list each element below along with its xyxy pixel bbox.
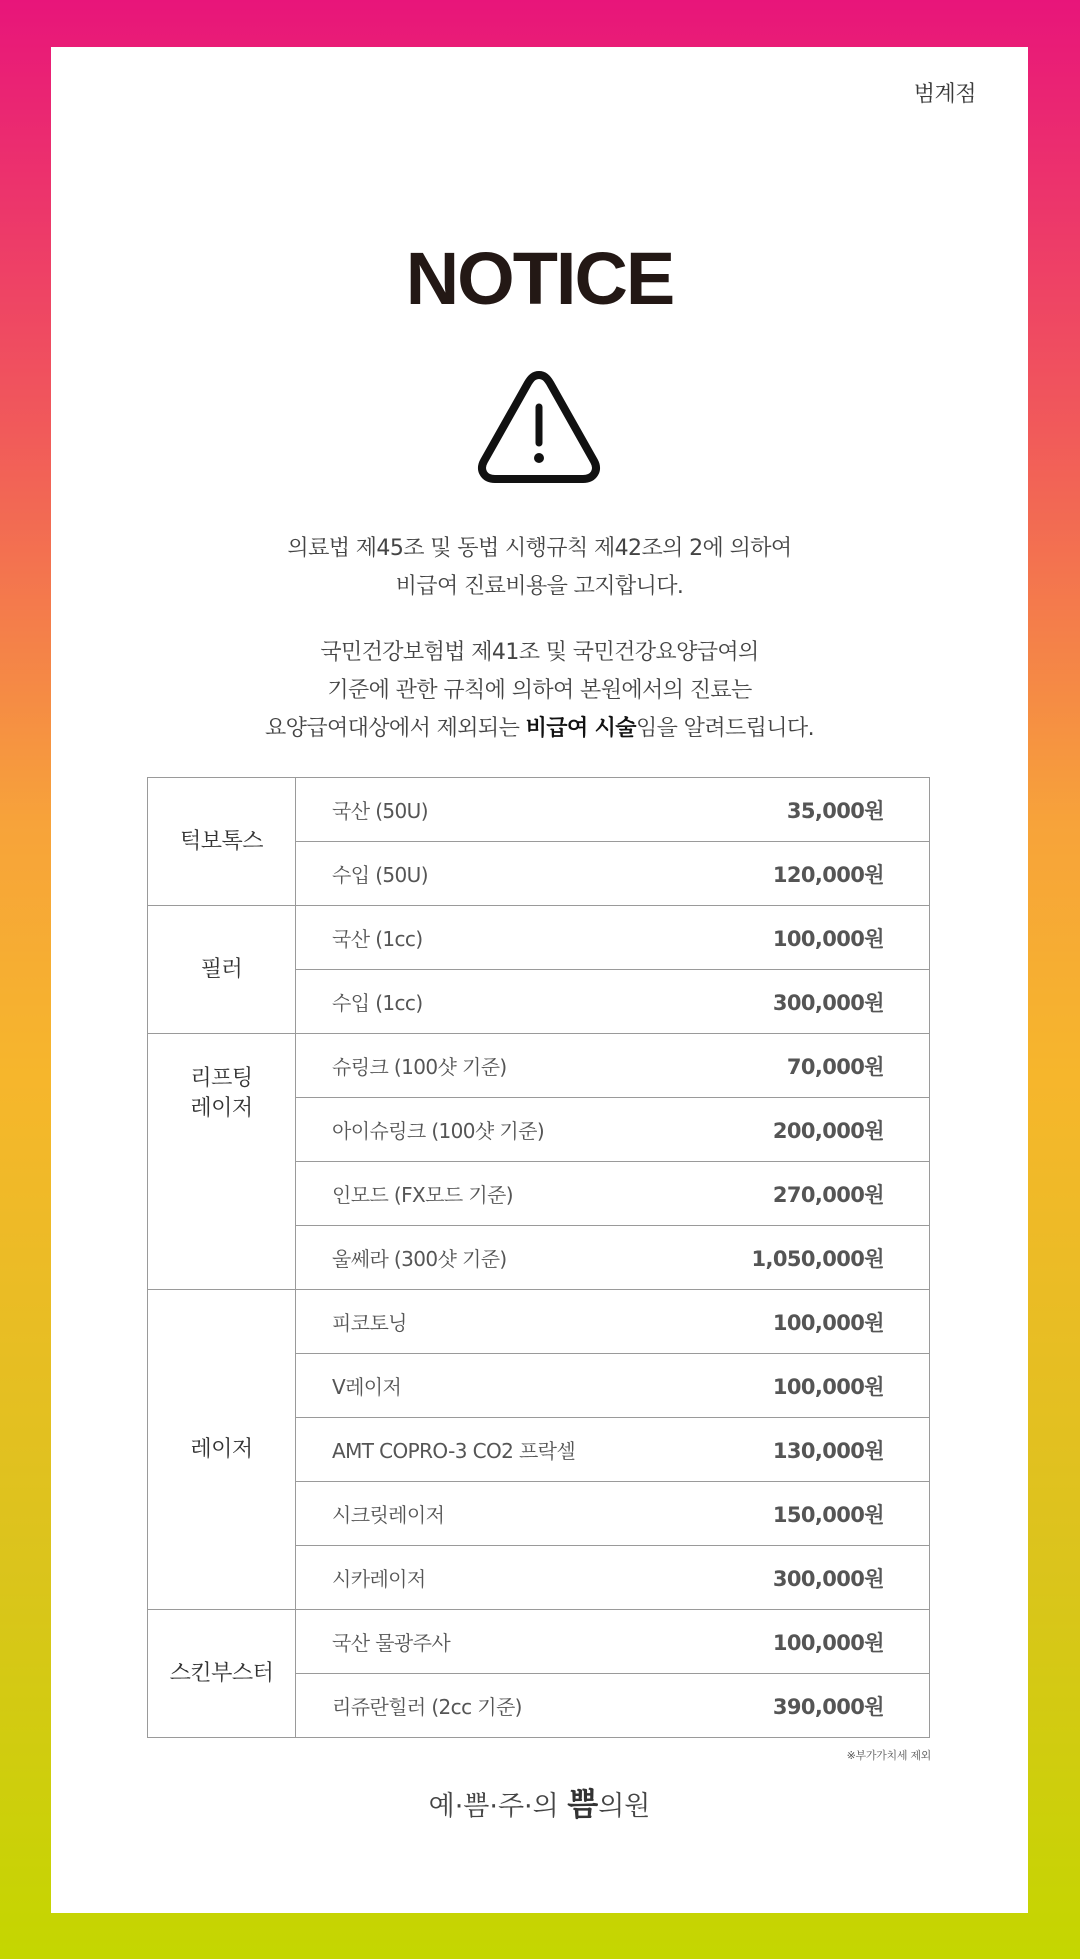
category-cell (148, 1034, 296, 1290)
intro-text-post: 임을 알려드립니다. (635, 716, 814, 741)
category-cell: 턱보톡스 (148, 778, 296, 906)
table-row (148, 1034, 930, 1098)
table-row (148, 778, 930, 842)
page-title: NOTICE (405, 237, 674, 320)
item-price: 100,000원 (772, 1374, 884, 1399)
item-name: 리쥬란힐러 (2cc 기준) (332, 1695, 522, 1719)
item-name: 울쎄라 (300샷 기준) (332, 1247, 507, 1271)
item-name: 국산 물광주사 (332, 1631, 451, 1655)
category-label-line: 레이저 (190, 1096, 253, 1121)
vat-note: ※부가가치세 제외 (846, 1749, 931, 1762)
item-name: 시카레이저 (332, 1567, 426, 1591)
intro-line: 국민건강보험법 제41조 및 국민건강요양급여의 (320, 640, 759, 665)
item-name: 인모드 (FX모드 기준) (332, 1183, 513, 1207)
price-table (147, 777, 930, 1738)
item-name: 아이슈링크 (100샷 기준) (332, 1119, 545, 1143)
item-name: 수입 (1cc) (332, 991, 423, 1015)
table-row (148, 1290, 930, 1354)
intro-text-pre: 요양급여대상에서 제외되는 (265, 716, 526, 741)
item-name: 국산 (1cc) (332, 927, 423, 951)
category-cell: 필러 (148, 906, 296, 1034)
clinic-name-emphasis: 쁨 (567, 1785, 599, 1823)
item-price: 150,000원 (772, 1502, 884, 1527)
table-row (148, 906, 930, 970)
intro-text (51, 530, 1028, 748)
warning-triangle-icon (474, 367, 604, 487)
clinic-logo (51, 1779, 1028, 1825)
item-price: 100,000원 (772, 926, 884, 951)
intro-line: 의료법 제45조 및 동법 시행규칙 제42조의 2에 의하여 (287, 536, 792, 561)
clinic-name-part: 예·쁨·주·의 (428, 1791, 568, 1822)
item-name: 피코토닝 (332, 1311, 407, 1335)
item-price: 200,000원 (772, 1118, 884, 1143)
intro-line: 기준에 관한 규칙에 의하여 본원에서의 진료는 (327, 678, 752, 703)
item-price: 120,000원 (772, 862, 884, 887)
item-price: 390,000원 (772, 1694, 884, 1719)
clinic-name-part: 의원 (598, 1791, 651, 1822)
item-name: AMT COPRO-3 CO2 프락셀 (332, 1439, 576, 1463)
item-name: V레이저 (332, 1375, 402, 1399)
item-price: 130,000원 (772, 1438, 884, 1463)
item-name: 수입 (50U) (332, 863, 428, 887)
item-price: 1,050,000원 (751, 1246, 884, 1271)
intro-line: 비급여 진료비용을 고지합니다. (395, 574, 684, 599)
item-price: 70,000원 (786, 1054, 884, 1079)
category-label-line: 리프팅 (190, 1066, 253, 1091)
table-row (148, 1610, 930, 1674)
item-name: 국산 (50U) (332, 799, 428, 823)
category-cell: 레이저 (148, 1290, 296, 1610)
branch-name: 범계점 (913, 82, 976, 107)
notice-card (51, 47, 1028, 1913)
item-price: 100,000원 (772, 1630, 884, 1655)
item-price: 300,000원 (772, 1566, 884, 1591)
item-price: 270,000원 (772, 1182, 884, 1207)
intro-text-bold: 비급여 시술 (525, 716, 636, 741)
item-price: 35,000원 (786, 798, 884, 823)
category-cell: 스킨부스터 (148, 1610, 296, 1738)
item-price: 100,000원 (772, 1310, 884, 1335)
intro-line (51, 710, 1028, 748)
item-price: 300,000원 (772, 990, 884, 1015)
item-name: 슈링크 (100샷 기준) (332, 1055, 507, 1079)
item-name: 시크릿레이저 (332, 1503, 445, 1527)
